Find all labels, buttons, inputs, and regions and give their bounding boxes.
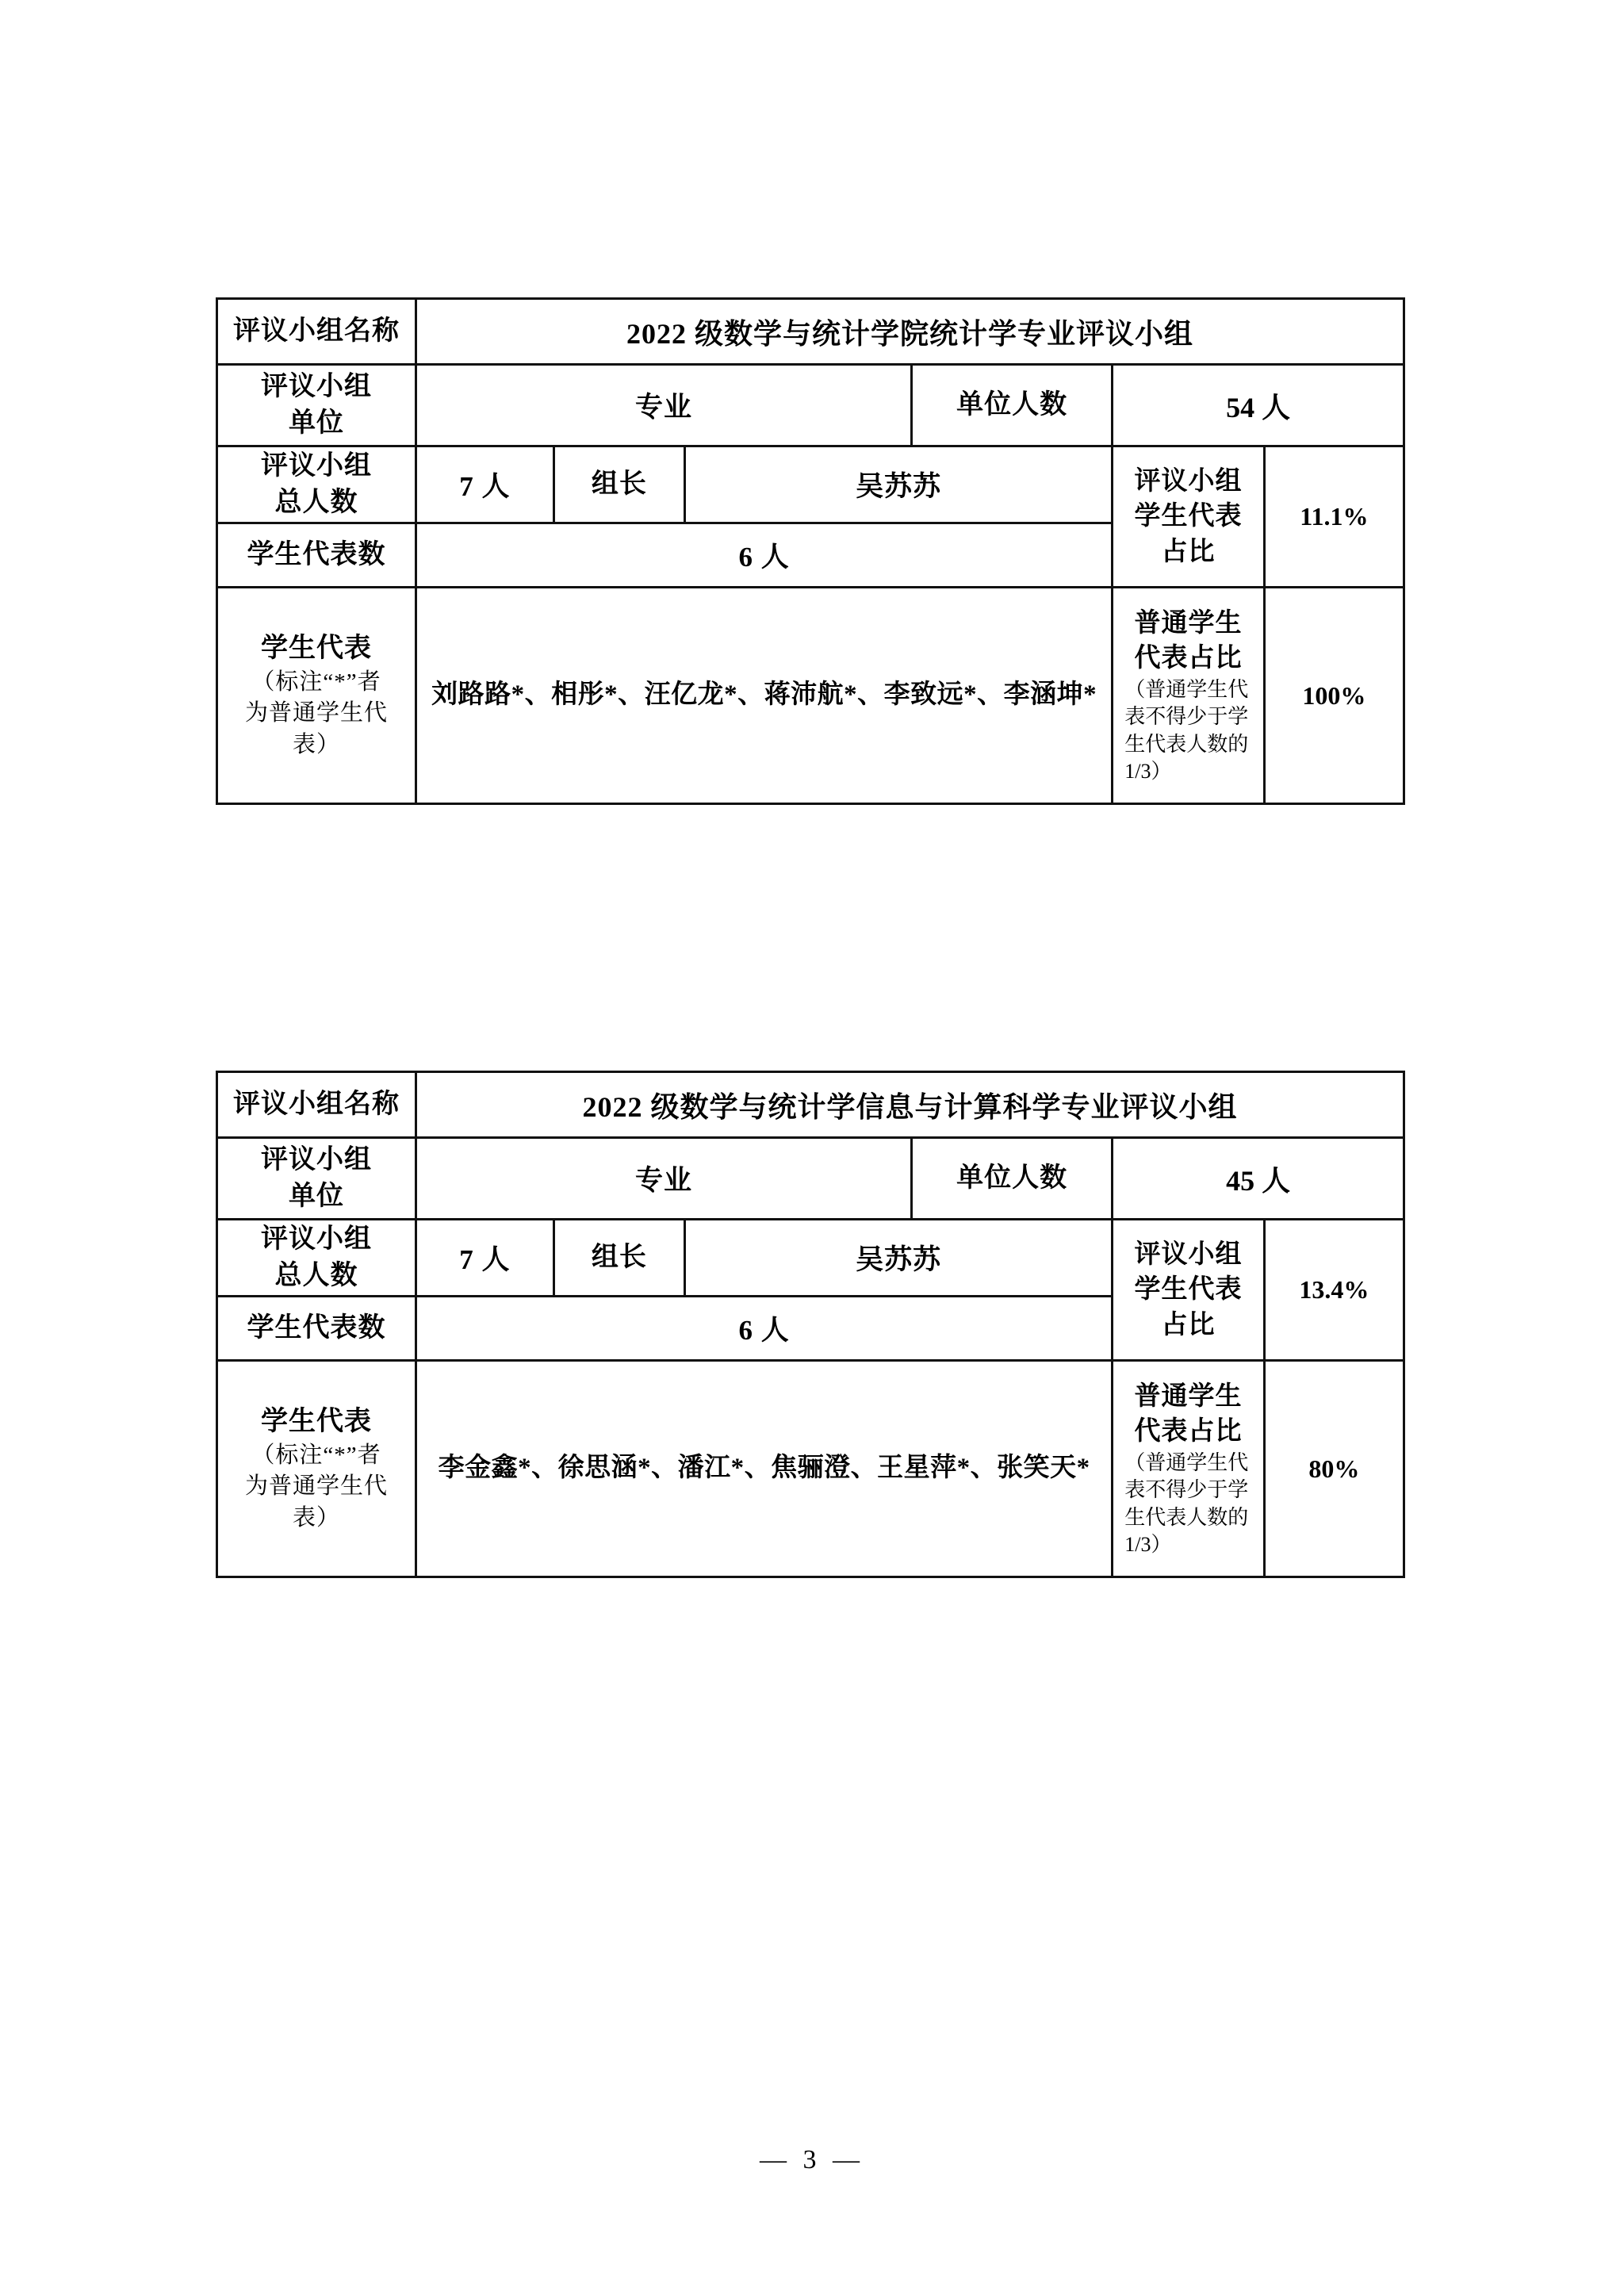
label-unit-headcount: 单位人数 [912, 365, 1113, 446]
value-group-total: 7 人 [416, 446, 553, 523]
value-leader-name: 吴苏苏 [684, 446, 1112, 523]
label-ordinary-ratio-note-l4: 1/3） [1124, 759, 1172, 783]
label-student-rep-ratio [1113, 446, 1265, 588]
label-student-reps [217, 588, 416, 804]
label-group-total [217, 1220, 416, 1297]
label-group-total-line2: 总人数 [274, 1261, 358, 1290]
label-student-rep-count: 学生代表数 [217, 1297, 416, 1361]
value-ordinary-ratio: 80% [1264, 1361, 1404, 1577]
label-group-total [217, 446, 416, 523]
table-row [217, 588, 1404, 804]
label-student-reps-line1: 学生代表 [260, 634, 372, 664]
value-leader-name: 吴苏苏 [684, 1220, 1112, 1297]
value-group-name: 2022 级数学与统计学院统计学专业评议小组 [416, 299, 1404, 365]
label-leader: 组长 [553, 446, 684, 523]
label-ordinary-ratio-note-l1: （普通学生代 [1124, 677, 1249, 701]
label-group-total-line2: 总人数 [274, 488, 358, 517]
value-student-rep-count: 6 人 [416, 523, 1112, 588]
label-student-rep-ratio-line1: 评议小组 [1134, 1239, 1243, 1269]
label-student-rep-count: 学生代表数 [217, 523, 416, 588]
label-ordinary-ratio-head [1113, 1379, 1263, 1450]
value-group-total: 7 人 [416, 1220, 553, 1297]
label-group-unit-line2: 单位 [288, 408, 344, 438]
label-ordinary-ratio-line1: 普通学生 [1134, 608, 1243, 638]
value-unit-type: 专业 [416, 365, 911, 446]
value-group-name: 2022 级数学与统计学信息与计算科学专业评议小组 [416, 1072, 1404, 1138]
page-number: — 3 — [760, 2145, 864, 2174]
label-student-reps-note-l1: （标注“*”者 [251, 669, 381, 695]
label-student-rep-ratio-line2: 学生代表 [1134, 502, 1243, 531]
label-ordinary-ratio-note [1113, 676, 1263, 785]
label-ordinary-ratio-line2: 代表占比 [1134, 644, 1243, 673]
table-row [217, 1361, 1404, 1577]
label-ordinary-ratio-note-l2: 表不得少于学 [1124, 705, 1249, 729]
label-ordinary-ratio-note-l1: （普通学生代 [1124, 1450, 1249, 1474]
evaluation-group-table-2 [216, 1071, 1405, 1578]
value-student-rep-ratio: 13.4% [1264, 1220, 1404, 1361]
label-ordinary-ratio-note [1113, 1450, 1263, 1558]
value-unit-headcount: 45 人 [1113, 1138, 1404, 1220]
label-student-reps-line1: 学生代表 [260, 1407, 372, 1437]
label-group-total-line1: 评议小组 [260, 1224, 372, 1255]
value-unit-type: 专业 [416, 1138, 911, 1220]
label-student-rep-ratio-line1: 评议小组 [1134, 466, 1243, 496]
label-unit-headcount: 单位人数 [912, 1138, 1113, 1220]
label-ordinary-ratio-note-l2: 表不得少于学 [1124, 1478, 1249, 1502]
value-student-reps: 刘路路*、相彤*、汪亿龙*、蒋沛航*、李致远*、李涵坤* [416, 588, 1112, 804]
label-student-rep-ratio-line2: 学生代表 [1134, 1275, 1243, 1305]
label-group-unit [217, 365, 416, 446]
label-group-name: 评议小组名称 [217, 1072, 416, 1138]
label-student-rep-ratio-line3: 占比 [1161, 537, 1216, 566]
table-row [217, 1138, 1404, 1220]
label-group-unit-line1: 评议小组 [260, 1145, 372, 1175]
table-row [217, 446, 1404, 523]
label-student-reps [217, 1361, 416, 1577]
value-student-rep-ratio: 11.1% [1264, 446, 1404, 588]
evaluation-group-table-1 [216, 297, 1405, 805]
label-ordinary-ratio-line1: 普通学生 [1134, 1381, 1243, 1411]
label-student-reps-note-l2: 为普通学生代 [244, 1473, 388, 1500]
label-student-rep-ratio [1113, 1220, 1265, 1361]
value-ordinary-ratio: 100% [1264, 588, 1404, 804]
table-row [217, 1072, 1404, 1138]
value-student-reps: 李金鑫*、徐思涵*、潘江*、焦骊澄、王星萍*、张笑天* [416, 1361, 1112, 1577]
label-group-name: 评议小组名称 [217, 299, 416, 365]
value-student-rep-count: 6 人 [416, 1297, 1112, 1361]
label-student-rep-ratio-line3: 占比 [1161, 1310, 1216, 1339]
label-student-reps-note-l2: 为普通学生代 [244, 700, 388, 726]
value-unit-headcount: 54 人 [1113, 365, 1404, 446]
label-student-reps-note-l1: （标注“*”者 [251, 1443, 381, 1469]
label-ordinary-ratio-note-l4: 1/3） [1124, 1532, 1172, 1556]
label-ordinary-ratio-note-l3: 生代表人数的 [1124, 732, 1249, 756]
label-ordinary-ratio-line2: 代表占比 [1134, 1417, 1243, 1446]
table-row [217, 299, 1404, 365]
label-student-reps-note-l3: 表） [292, 1504, 340, 1531]
label-leader: 组长 [553, 1220, 684, 1297]
label-student-reps-note-l3: 表） [292, 731, 340, 757]
label-ordinary-ratio [1113, 588, 1265, 804]
label-group-total-line1: 评议小组 [260, 451, 372, 481]
label-ordinary-ratio [1113, 1361, 1265, 1577]
label-group-unit [217, 1138, 416, 1220]
label-group-unit-line2: 单位 [288, 1182, 344, 1211]
label-ordinary-ratio-head [1113, 606, 1263, 676]
label-group-unit-line1: 评议小组 [260, 372, 372, 402]
table-row [217, 1220, 1404, 1297]
label-ordinary-ratio-note-l3: 生代表人数的 [1124, 1505, 1249, 1529]
table-row [217, 365, 1404, 446]
